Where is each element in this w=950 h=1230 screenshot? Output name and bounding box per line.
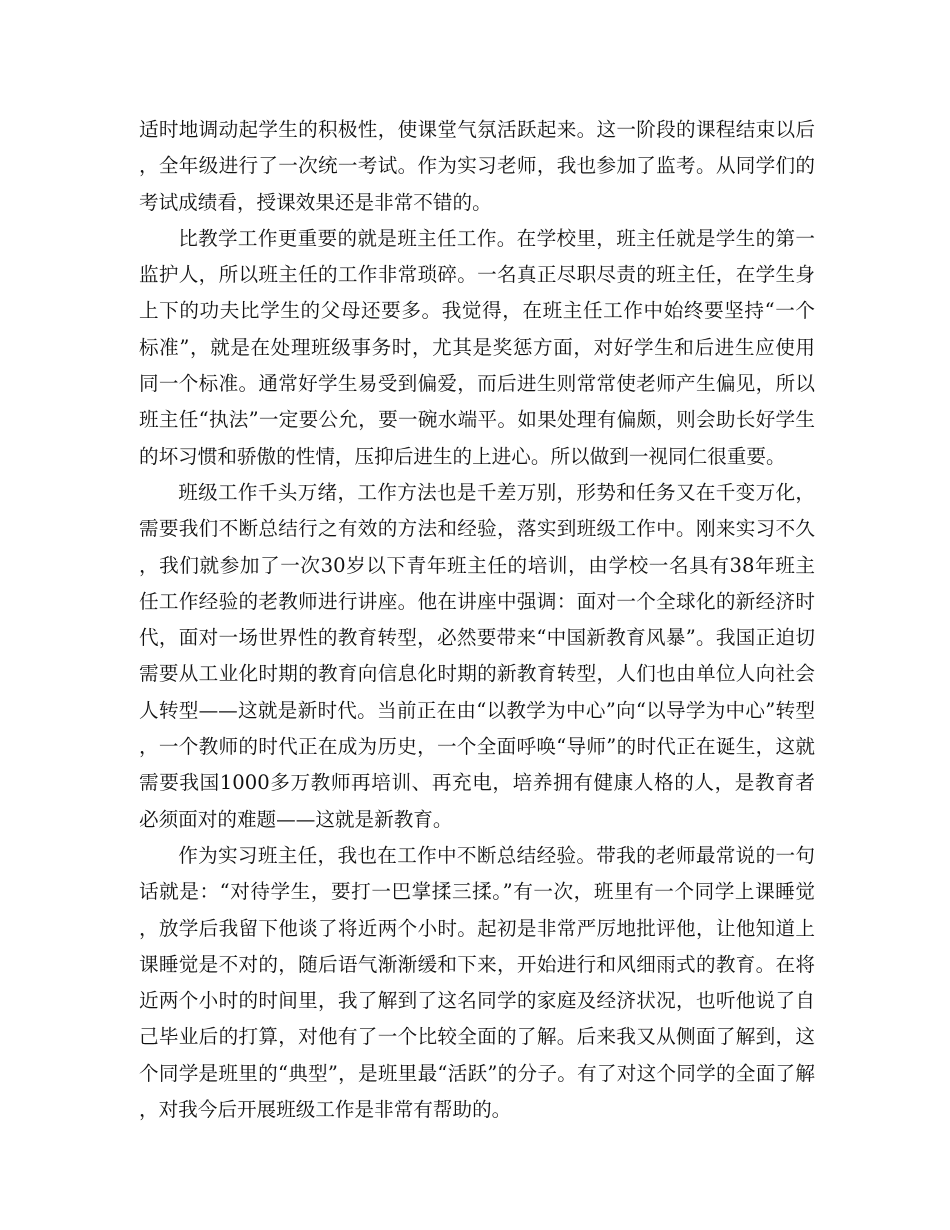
paragraph-4: 作为实习班主任，我也在工作中不断总结经验。带我的老师最常说的一句话就是：“对待学生，要打一巴掌揉三揉。”有一次，班里有一个同学上课睡觉，放学后我留下他谈了将近两个小时。起初是非常严厉地批评他，让他知道上课睡觉是不对的，随后语气渐渐缓和下来，开始进行和风细雨式的教育。在将近两个小时的时间里，我了解到了这名同学的家庭及经济状况，也听他说了自己毕业后的打算，对他有了一个比较全面的了解。后来我又从侧面了解到，这个同学是班里的“典型”，是班里最“活跃”的分子。有了对这个同学的全面了解，对我今后开展班级工作是非常有帮助的。 xyxy=(139,843,815,1122)
document-body xyxy=(139,112,815,1128)
paragraph-1: 适时地调动起学生的积极性，使课堂气氛活跃起来。这一阶段的课程结束以后，全年级进行了一次统一考试。作为实习老师，我也参加了监考。从同学们的考试成绩看，授课效果还是非常不错的。 xyxy=(139,118,815,214)
paragraph-3: 班级工作千头万绪，工作方法也是千差万别，形势和任务又在千变万化，需要我们不断总结行之有效的方法和经验，落实到班级工作中。刚来实习不久，我们就参加了一次30岁以下青年班主任的培训，由学校一名具有38年班主任工作经验的老教师进行讲座。他在讲座中强调：面对一个全球化的新经济时代，面对一场世界性的教育转型，必然要带来“中国新教育风暴”。我国正迫切需要从工业化时期的教育向信息化时期的新教育转型，人们也由单位人向社会人转型——这就是新时代。当前正在由“以教学为中心”向“以导学为中心”转型，一个教师的时代正在成为历史，一个全面呼唤“导师”的时代正在诞生，这就需要我国1000多万教师再培训、再充电，培养拥有健康人格的人，是教育者必须面对的难题——这就是新教育。 xyxy=(139,480,815,831)
paragraph-2: 比教学工作更重要的就是班主任工作。在学校里，班主任就是学生的第一监护人，所以班主任的工作非常琐碎。一名真正尽职尽责的班主任，在学生身上下的功夫比学生的父母还要多。我觉得，在班主任工作中始终要坚持“一个标准”，就是在处理班级事务时，尤其是奖惩方面，对好学生和后进生应使用同一个标准。通常好学生易受到偏爱，而后进生则常常使老师产生偏见，所以班主任“执法”一定要公允，要一碗水端平。如果处理有偏颇，则会助长好学生的坏习惯和骄傲的性情，压抑后进生的上进心。所以做到一视同仁很重要。 xyxy=(139,226,815,468)
